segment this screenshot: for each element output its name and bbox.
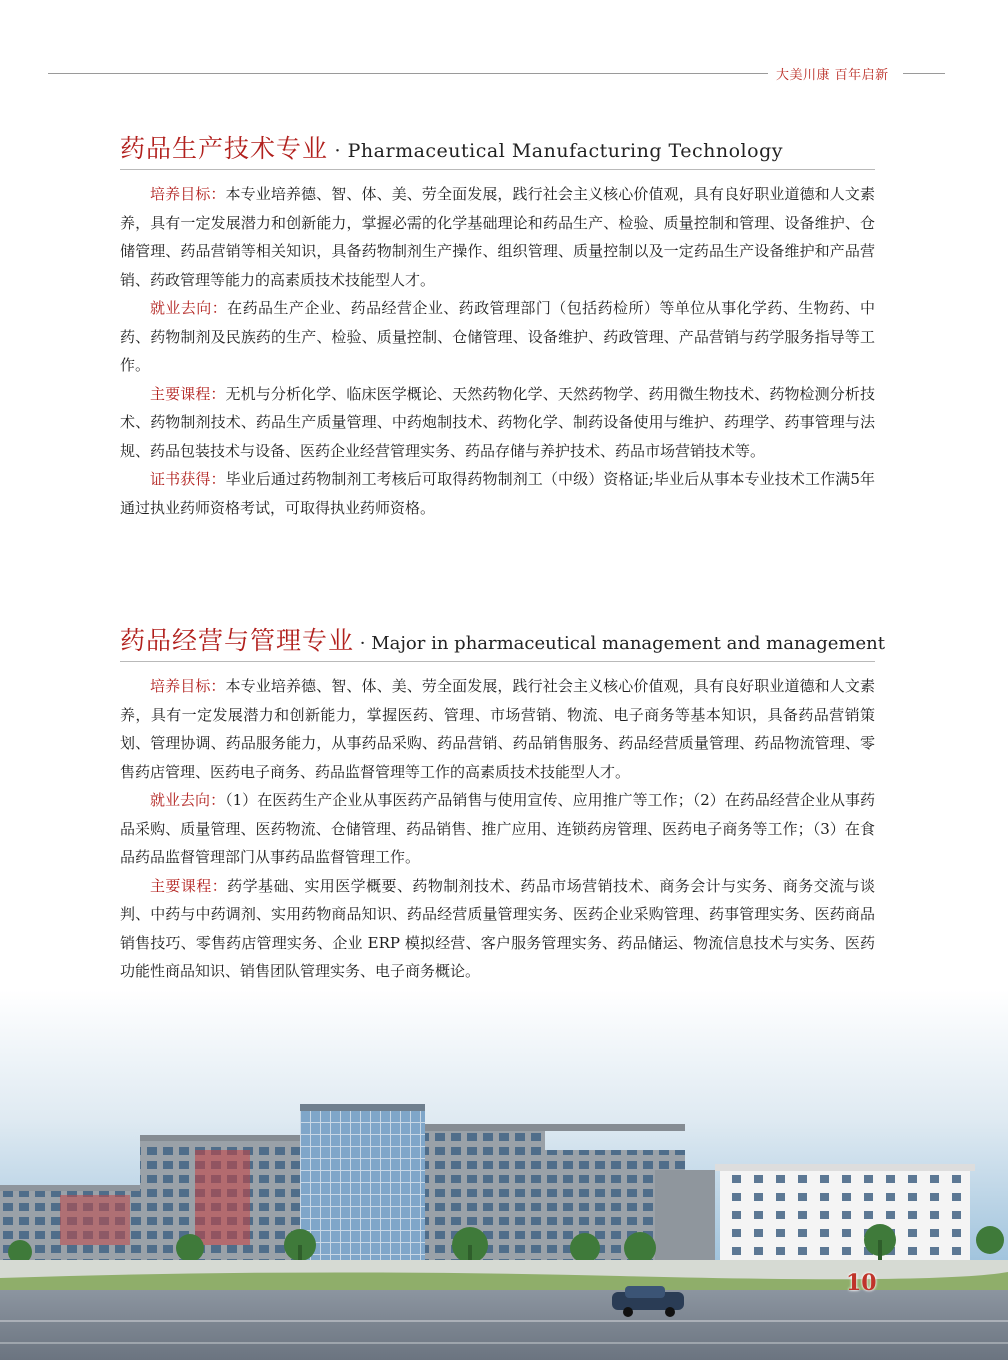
paragraph-label: 就业去向： xyxy=(150,791,226,809)
section-title-en: Major in pharmaceutical management and management xyxy=(371,633,886,654)
header-rule-left xyxy=(48,73,768,74)
section-title-cn: 药品生产技术专业 xyxy=(120,134,329,163)
section-pharmaceutical-management xyxy=(120,624,886,1043)
section-title xyxy=(120,624,886,658)
paragraph-training-goal xyxy=(120,180,875,294)
paragraph-training-goal xyxy=(120,672,875,786)
title-separator: · xyxy=(328,140,348,162)
header-rule-right xyxy=(903,73,945,74)
paragraph-text: 药学基础、实用医学概要、药物制剂技术、药品市场营销技术、商务会计与实务、商务交流与谈判、中药与中药调剂、实用药物商品知识、药品经营质量管理实务、医药企业采购管理、药事管理实务、医药商品销售技巧、零售药店管理实务、企业 ERP 模拟经营、客户服务管理实务、药品储运、物流信息技术与实务、医药功能性商品知识、销售团队管理实务、电子商务概论。 xyxy=(120,876,875,980)
paragraph-label: 主要课程： xyxy=(150,384,226,403)
paragraph-text: （1）在医药生产企业从事医药产品销售与使用宣传、应用推广等工作；（2）在药品经营企业从事药品采购、质量管理、医药物流、仓储管理、药品销售、推广应用、连锁药房管理、医药电子商务等工作；（3）在食品药品监督管理部门从事药品监督管理工作。 xyxy=(120,791,875,866)
section-title xyxy=(120,132,875,166)
title-separator: · xyxy=(354,633,372,654)
section-pharmaceutical-manufacturing xyxy=(120,132,875,522)
paragraph-label: 就业去向： xyxy=(150,299,228,317)
paragraph-label: 主要课程： xyxy=(150,876,228,895)
header-slogan: 大美川康 百年启新 xyxy=(776,68,889,83)
paragraph-label: 培养目标： xyxy=(150,677,226,695)
paragraph-text: 毕业后通过药物制剂工考核后可取得药物制剂工（中级）资格证;毕业后从事本专业技术工作满5年通过执业药师资格考试，可取得执业药师资格。 xyxy=(120,470,875,517)
paragraph-text: 本专业培养德、智、体、美、劳全面发展，践行社会主义核心价值观，具有良好职业道德和人文素养，具有一定发展潜力和创新能力，掌握必需的化学基础理论和药品生产、检验、质量控制和管理、设备维护、仓储管理、药品营销等相关知识，具备药物制剂生产操作、组织管理、质量控制以及一定药品生产设备维护和产品营销、药政管理等能力的高素质技术技能型人才。 xyxy=(120,185,875,289)
paragraph-courses xyxy=(120,380,875,466)
paragraph-label: 培养目标： xyxy=(150,185,226,203)
section-body xyxy=(120,180,875,522)
title-underline xyxy=(120,661,875,662)
page-number: 10 xyxy=(846,1270,877,1296)
paragraph-certificates xyxy=(120,465,875,522)
paragraph-employment xyxy=(120,294,875,380)
campus-illustration xyxy=(0,990,1008,1360)
section-title-cn: 药品经营与管理专业 xyxy=(120,626,355,655)
paragraph-label: 证书获得： xyxy=(150,470,226,488)
section-title-en: Pharmaceutical Manufacturing Technology xyxy=(347,140,783,162)
paragraph-text: 在药品生产企业、药品经营企业、药政管理部门（包括药检所）等单位从事化学药、生物药、中药、药物制剂及民族药的生产、检验、质量控制、仓储管理、设备维护、药政管理、产品营销与药学服务指导等工作。 xyxy=(120,299,875,374)
title-underline xyxy=(120,169,875,170)
paragraph-text: 无机与分析化学、临床医学概论、天然药物化学、天然药物学、药用微生物技术、药物检测分析技术、药物制剂技术、药品生产质量管理、中药炮制技术、药物化学、制药设备使用与维护、药理学、药事管理与法规、药品包装技术与设备、医药企业经营管理实务、药品存储与养护技术、药品市场营销技术等。 xyxy=(120,384,875,460)
paragraph-text: 本专业培养德、智、体、美、劳全面发展，践行社会主义核心价值观，具有良好职业道德和人文素养，具有一定发展潜力和创新能力，掌握医药、管理、市场营销、物流、电子商务等基本知识，具备药品营销策划、管理协调、药品服务能力，从事药品采购、药品营销、药品销售服务、药品经营质量管理、药品物流管理、零售药店管理、医药电子商务、药品监督管理等工作的高素质技术技能型人才。 xyxy=(120,677,875,781)
paragraph-courses xyxy=(120,872,875,986)
section-body xyxy=(120,672,875,1043)
paragraph-employment xyxy=(120,786,875,872)
